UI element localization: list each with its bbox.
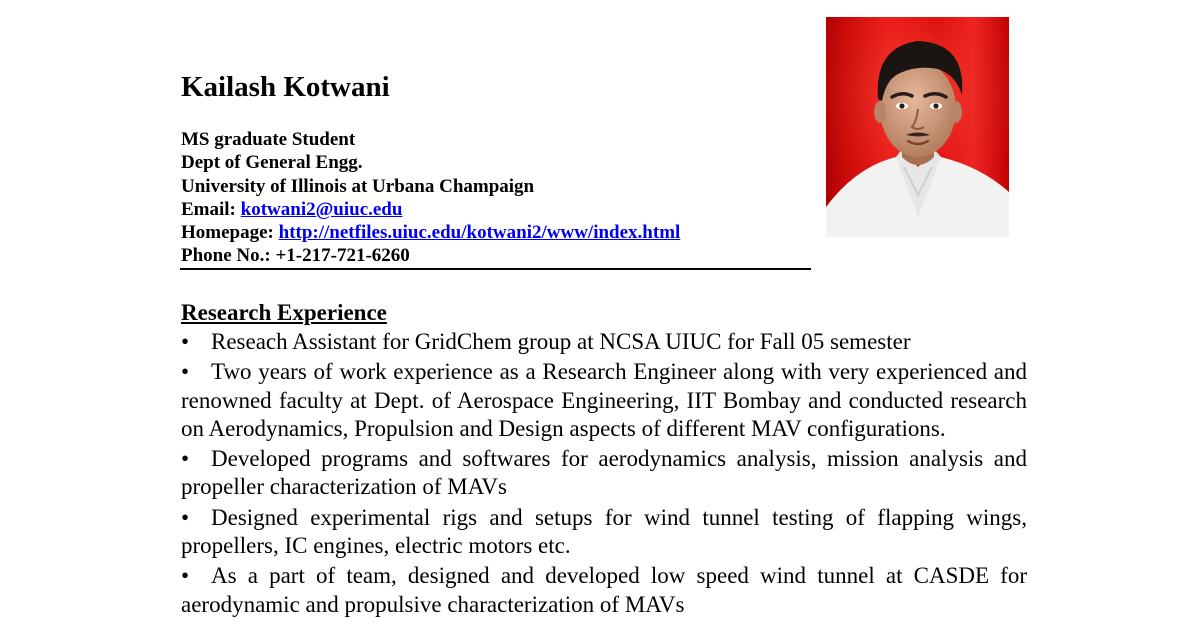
list-item (181, 445, 1027, 502)
email-label: Email: (181, 198, 241, 220)
list-item (181, 328, 1027, 356)
list-item-text: Designed experimental rigs and setups for wind tunnel testing of flapping wings, propellers, IC engines, electric motors etc. (181, 504, 1027, 559)
list-item (181, 504, 1027, 561)
contact-block (181, 128, 680, 268)
homepage-label: Homepage: (181, 222, 279, 244)
department: Dept of General Engg. (181, 152, 363, 174)
email-link[interactable]: kotwani2@uiuc.edu (240, 198, 403, 220)
bullet-icon: • (181, 563, 190, 589)
email-row (181, 198, 680, 221)
research-list (181, 328, 1027, 621)
homepage-link[interactable]: http://netfiles.uiuc.edu/kotwani2/www/index.html (278, 222, 681, 244)
bullet-icon: • (181, 504, 190, 530)
profile-photo (826, 17, 1009, 237)
bullet-icon: • (181, 329, 190, 354)
phone-label: Phone No.: (181, 245, 276, 267)
list-item (181, 562, 1027, 619)
phone-row (181, 244, 680, 267)
university: University of Illinois at Urbana Champaign (181, 175, 535, 197)
list-item-text: Two years of work experience as a Research Engineer along with very experienced and renowned faculty at Dept. of Aerospace Engineering, IIT Bombay and conducted research on Aerodynamics, Propulsion and Design aspects of different MAV configurations. (181, 359, 1027, 441)
phone-number: +1-217-721-6260 (275, 245, 410, 267)
list-item-text: Reseach Assistant for GridChem group at NCSA UIUC for Fall 05 semester (211, 329, 911, 354)
list-item-text: As a part of team, designed and developed low speed wind tunnel at CASDE for aerodynamic and propulsive characterization of MAVs (181, 563, 1027, 617)
person-name: Kailash Kotwani (181, 71, 390, 103)
header-divider (180, 268, 811, 270)
list-item (181, 358, 1027, 443)
section-heading-research: Research Experience (181, 300, 387, 325)
homepage-row (181, 221, 680, 244)
position-title: MS graduate Student (181, 129, 356, 150)
bullet-icon: • (181, 359, 190, 385)
bullet-icon: • (181, 446, 190, 472)
list-item-text: Developed programs and softwares for aerodynamics analysis, mission analysis and propeller characterization of MAVs (181, 446, 1027, 500)
